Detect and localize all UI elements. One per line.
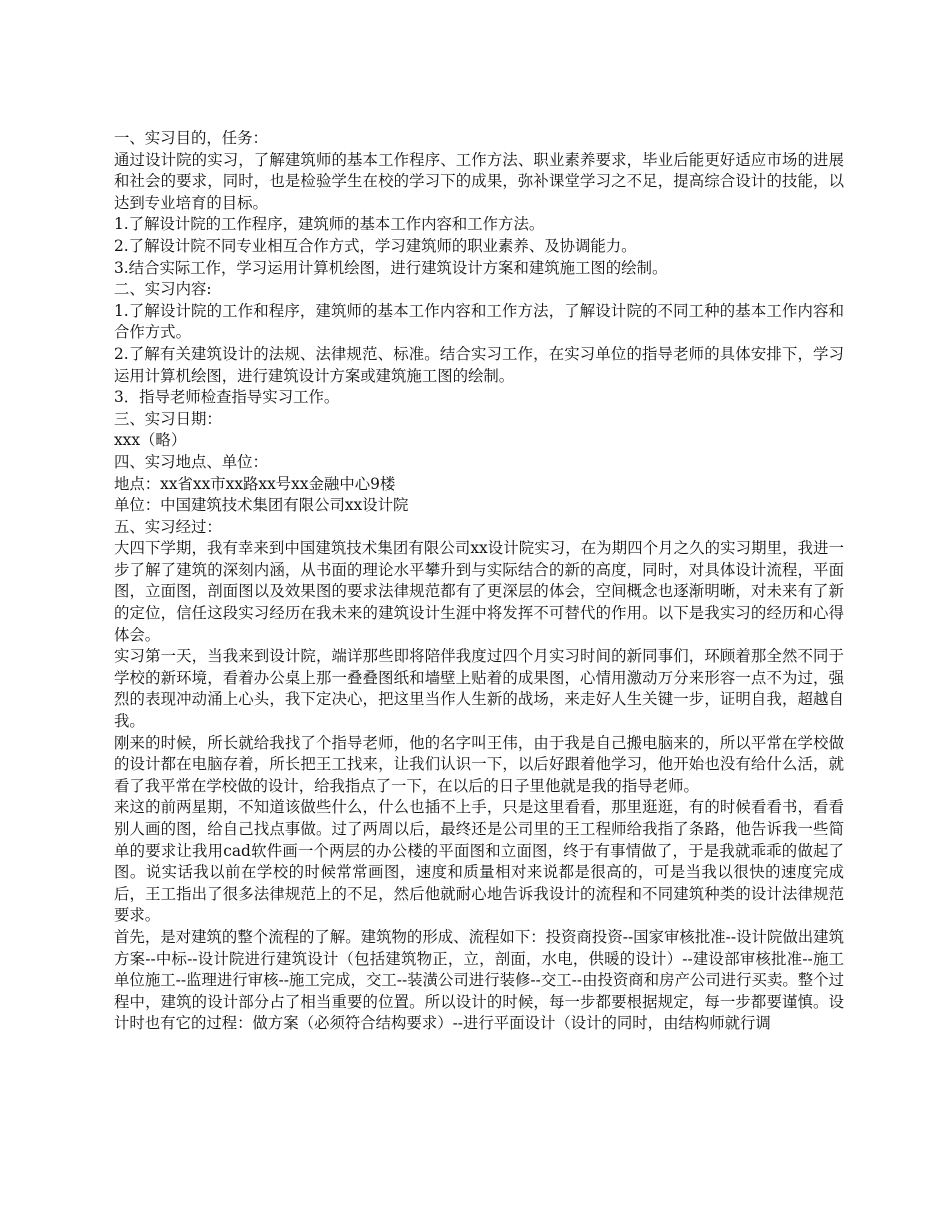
heading-purpose: 一、实习目的，任务： [114, 129, 268, 147]
heading-content: 二、实习内容: [114, 280, 212, 299]
date-value: xxx（略） [114, 431, 187, 450]
location-address: 地点：xx省xx市xx路xx号xx金融中心9楼 [114, 474, 396, 493]
heading-date: 三、实习日期： [114, 409, 222, 428]
purpose-item-1: 1.了解设计院的工作程序，建筑师的基本工作内容和工作方法。 [114, 215, 545, 234]
paragraph-workflow: 首先，是对建筑的整个流程的了解。建筑物的形成、流程如下：投资商投资--国家审核批准--设计院做出建筑方案--中标--设计院进行建筑设计（包括建筑物正，立，剖面，水电，供暖的设计）--建设部审核批准--施工单位施工--监理进行审核--施工完成，交工--装潢公司进行装修--交工--由投资商和房产公司进行买卖。整个过程中，建筑的设计部分占了相当重要的位置。所以设计的时候，每一步都要根据规定，每一步都要谨慎。设计时也有它的过程：做方案（必须符合结构要求）--进行平面设计（设计的同时，由结构师就行调 [114, 927, 844, 1033]
content-item-3: 3．指导老师检查指导实习工作。 [114, 388, 340, 407]
paragraph-mentor: 刚来的时候，所长就给我找了个指导老师，他的名字叫王伟，由于我是自己搬电脑来的，所以平常在学校做的设计都在电脑存着，所长把王工找来，让我们认识一下，以后好跟着他学习，他开始也没有给什么活，就看了我平常在学校做的设计，给我指点了一下，在以后的日子里他就是我的指导老师。 [114, 733, 844, 795]
purpose-item-3: 3.结合实际工作，学习运用计算机绘图，进行建筑设计方案和建筑施工图的绘制。 [114, 258, 668, 277]
document-body [114, 128, 844, 1035]
content-item-1: 1.了解设计院的工作和程序，建筑师的基本工作内容和工作方法，了解设计院的不同工种的基本工作内容和合作方式。 [114, 301, 844, 342]
content-item-2: 2.了解有关建筑设计的法规、法律规范、标准。结合实习工作，在实习单位的指导老师的具体安排下，学习运用计算机绘图，进行建筑设计方案或建筑施工图的绘制。 [114, 344, 844, 385]
location-unit: 单位：中国建筑技术集团有限公司xx设计院 [114, 496, 409, 515]
paragraph-first-day: 实习第一天，当我来到设计院，端详那些即将陪伴我度过四个月实习时间的新同事们，环顾着那全然不同于学校的新环境，看着办公桌上那一叠叠图纸和墙壁上贴着的成果图，心情用激动万分来形容一点不为过，强烈的表现冲动涌上心头，我下定决心，把这里当作人生新的战场，来走好人生关键一步，证明自我，超越自我。 [114, 647, 844, 731]
heading-process: 五、实习经过： [114, 517, 222, 536]
heading-location: 四、实习地点、单位： [114, 452, 268, 471]
paragraph-first-weeks: 来这的前两星期，不知道该做些什么，什么也插不上手，只是这里看看，那里逛逛，有的时候看看书，看看别人画的图，给自己找点事做。过了两周以后，最终还是公司里的王工程师给我指了条路，他告诉我一些简单的要求让我用cad软件画一个两层的办公楼的平面图和立面图，终于有事情做了，于是我就乖乖的做起了图。说实话我以前在学校的时候常常画图，速度和质量相对来说都是很高的，可是当我以很快的速度完成后，王工指出了很多法律规范上的不足，然后他就耐心地告诉我设计的流程和不同建筑种类的设计法律规范要求。 [114, 798, 844, 925]
paragraph-process-intro: 大四下学期，我有幸来到中国建筑技术集团有限公司xx设计院实习，在为期四个月之久的实习期里，我进一步了解了建筑的深刻内涵，从书面的理论水平攀升到与实际结合的新的高度，同时，对具体设计流程，平面图，立面图，剖面图以及效果图的要求法律规范都有了更深层的体会，空间概念也逐渐明晰，对未来有了新的定位，信任这段实习经历在我未来的建筑设计生涯中将发挥不可替代的作用。以下是我实习的经历和心得体会。 [114, 539, 844, 644]
purpose-item-2: 2.了解设计院不同专业相互合作方式，学习建筑师的职业素养、及协调能力。 [114, 236, 637, 255]
paragraph-purpose: 通过设计院的实习，了解建筑师的基本工作程序、工作方法、职业素养要求，毕业后能更好适应市场的进展和社会的要求，同时，也是检验学生在校的学习下的成果，弥补课堂学习之不足，提高综合设计的技能，以达到专业培育的目标。 [114, 150, 844, 212]
